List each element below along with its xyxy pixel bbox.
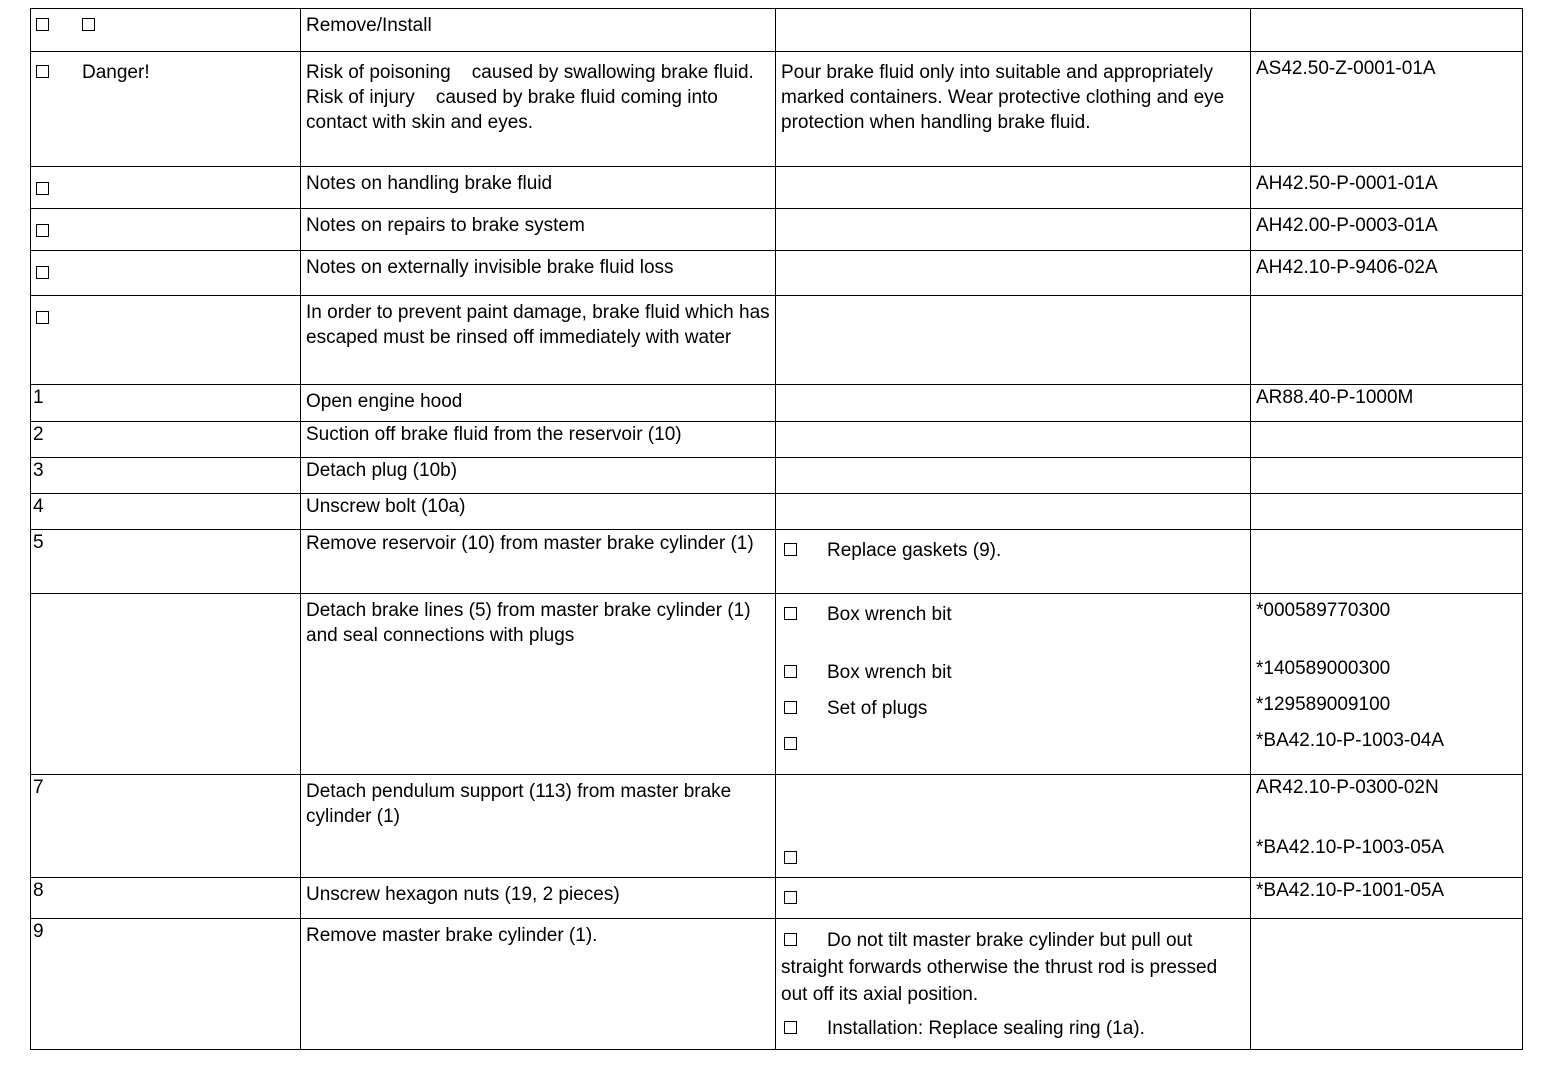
checkbox-icon bbox=[784, 737, 797, 750]
notes-cell bbox=[776, 458, 1251, 494]
notes-cell: Pour brake fluid only into suitable and appropriately marked containers. Wear protective clothing and eye protection when handling brake fluid. bbox=[776, 52, 1251, 167]
procedure-table bbox=[30, 8, 1523, 1050]
table-row bbox=[31, 52, 1523, 167]
ref-cell bbox=[1251, 775, 1523, 878]
table-row bbox=[31, 251, 1523, 296]
tool-item bbox=[784, 696, 1245, 721]
notes-cell bbox=[776, 494, 1251, 530]
step-number: 3 bbox=[31, 458, 301, 494]
table-row bbox=[31, 167, 1523, 209]
table-row bbox=[31, 775, 1523, 878]
checkbox-icon bbox=[784, 851, 797, 864]
operation-cell: Notes on handling brake fluid bbox=[301, 167, 776, 209]
notes-cell bbox=[776, 530, 1251, 594]
table-row bbox=[31, 209, 1523, 251]
checkbox-icon bbox=[36, 311, 49, 324]
table-row bbox=[31, 530, 1523, 594]
notes-cell bbox=[776, 878, 1251, 919]
tool-label: Set of plugs bbox=[827, 698, 928, 719]
table-row bbox=[31, 458, 1523, 494]
danger-label: Danger! bbox=[82, 62, 150, 83]
notes-cell bbox=[776, 251, 1251, 296]
checkbox-icon bbox=[36, 182, 49, 195]
tool-ref: *BA42.10-P-1003-04A bbox=[1256, 730, 1445, 751]
step-number: 1 bbox=[31, 385, 301, 422]
step-cell bbox=[31, 296, 301, 385]
ref-cell bbox=[1251, 594, 1523, 775]
note-text: Replace gaskets (9). bbox=[827, 540, 1002, 561]
step-number: 8 bbox=[31, 878, 301, 919]
table-row bbox=[31, 422, 1523, 458]
checkbox-icon bbox=[784, 891, 797, 904]
checkbox-icon bbox=[82, 18, 95, 31]
step-number bbox=[31, 594, 301, 775]
operation-cell: Remove/Install bbox=[301, 9, 776, 52]
ref-cell: AS42.50-Z-0001-01A bbox=[1251, 52, 1523, 167]
ref-cell: AH42.10-P-9406-02A bbox=[1251, 251, 1523, 296]
tool-item bbox=[784, 660, 1245, 685]
tool-ref: *000589770300 bbox=[1256, 600, 1391, 621]
checkbox-icon bbox=[784, 607, 797, 620]
tool-ref: *140589000300 bbox=[1256, 658, 1391, 679]
ref-cell: AH42.00-P-0003-01A bbox=[1251, 209, 1523, 251]
checkbox-icon bbox=[784, 665, 797, 678]
step-number: 4 bbox=[31, 494, 301, 530]
tool-item bbox=[784, 602, 1245, 627]
notes-cell bbox=[776, 296, 1251, 385]
step-cell bbox=[31, 167, 301, 209]
table-row bbox=[31, 594, 1523, 775]
table-row bbox=[31, 9, 1523, 52]
operation-cell: Remove master brake cylinder (1). bbox=[301, 919, 776, 1050]
step-number: 5 bbox=[31, 530, 301, 594]
step-number: 9 bbox=[31, 919, 301, 1050]
step-number: 2 bbox=[31, 422, 301, 458]
tools-cell bbox=[776, 594, 1251, 775]
ref-cell bbox=[1251, 296, 1523, 385]
operation-cell: In order to prevent paint damage, brake fluid which has escaped must be rinsed off immediately with water bbox=[301, 296, 776, 385]
tool-item bbox=[784, 732, 1245, 757]
step-cell bbox=[31, 209, 301, 251]
step-cell bbox=[31, 9, 301, 52]
ref-cell bbox=[1251, 530, 1523, 594]
notes-cell bbox=[776, 919, 1251, 1050]
ref-cell bbox=[1251, 458, 1523, 494]
step-number: 7 bbox=[31, 775, 301, 878]
checkbox-icon bbox=[36, 224, 49, 237]
step-cell bbox=[31, 251, 301, 296]
ref-cell bbox=[1251, 9, 1523, 52]
notes-cell bbox=[776, 775, 1251, 878]
notes-cell bbox=[776, 422, 1251, 458]
checkbox-icon bbox=[36, 65, 49, 78]
tool-label: Box wrench bit bbox=[827, 662, 952, 683]
ref-link: *BA42.10-P-1003-05A bbox=[1256, 837, 1445, 858]
operation-cell: Detach brake lines (5) from master brake cylinder (1) and seal connections with plugs bbox=[301, 594, 776, 775]
checkbox-icon bbox=[36, 18, 49, 31]
tool-ref: *129589009100 bbox=[1256, 694, 1391, 715]
notes-cell bbox=[776, 9, 1251, 52]
notes-cell bbox=[776, 209, 1251, 251]
ref-cell: *BA42.10-P-1001-05A bbox=[1251, 878, 1523, 919]
ref-cell bbox=[1251, 919, 1523, 1050]
operation-cell: Unscrew hexagon nuts (19, 2 pieces) bbox=[301, 878, 776, 919]
notes-cell bbox=[776, 385, 1251, 422]
checkbox-icon bbox=[36, 266, 49, 279]
checkbox-icon bbox=[784, 543, 797, 556]
notes-cell bbox=[776, 167, 1251, 209]
operation-cell: Notes on externally invisible brake fluid loss bbox=[301, 251, 776, 296]
checkbox-icon bbox=[784, 933, 797, 946]
ref-link: AR42.10-P-0300-02N bbox=[1256, 777, 1439, 798]
operation-cell: Open engine hood bbox=[301, 385, 776, 422]
note-item bbox=[781, 927, 1245, 1008]
operation-cell: Remove reservoir (10) from master brake cylinder (1) bbox=[301, 530, 776, 594]
operation-cell: Risk of poisoning caused by swallowing brake fluid. Risk of injury caused by brake fluid coming into contact with skin and eyes. bbox=[301, 52, 776, 167]
operation-cell: Detach plug (10b) bbox=[301, 458, 776, 494]
table-row bbox=[31, 494, 1523, 530]
table-row bbox=[31, 878, 1523, 919]
table-row bbox=[31, 385, 1523, 422]
step-cell bbox=[31, 52, 301, 167]
operation-cell: Suction off brake fluid from the reservoir (10) bbox=[301, 422, 776, 458]
ref-cell bbox=[1251, 422, 1523, 458]
note-text: Installation: Replace sealing ring (1a). bbox=[827, 1018, 1145, 1039]
checkbox-icon bbox=[784, 701, 797, 714]
note-text: Do not tilt master brake cylinder but pull out straight forwards otherwise the thrust rod is pressed out off its axial position. bbox=[781, 930, 1218, 1005]
ref-cell bbox=[1251, 494, 1523, 530]
ref-cell: AH42.50-P-0001-01A bbox=[1251, 167, 1523, 209]
checkbox-icon bbox=[784, 1021, 797, 1034]
ref-cell: AR88.40-P-1000M bbox=[1251, 385, 1523, 422]
note-item bbox=[781, 1016, 1245, 1041]
table-row bbox=[31, 919, 1523, 1050]
operation-cell: Notes on repairs to brake system bbox=[301, 209, 776, 251]
operation-cell: Unscrew bolt (10a) bbox=[301, 494, 776, 530]
operation-cell: Detach pendulum support (113) from master brake cylinder (1) bbox=[301, 775, 776, 878]
table-row bbox=[31, 296, 1523, 385]
tool-label: Box wrench bit bbox=[827, 604, 952, 625]
